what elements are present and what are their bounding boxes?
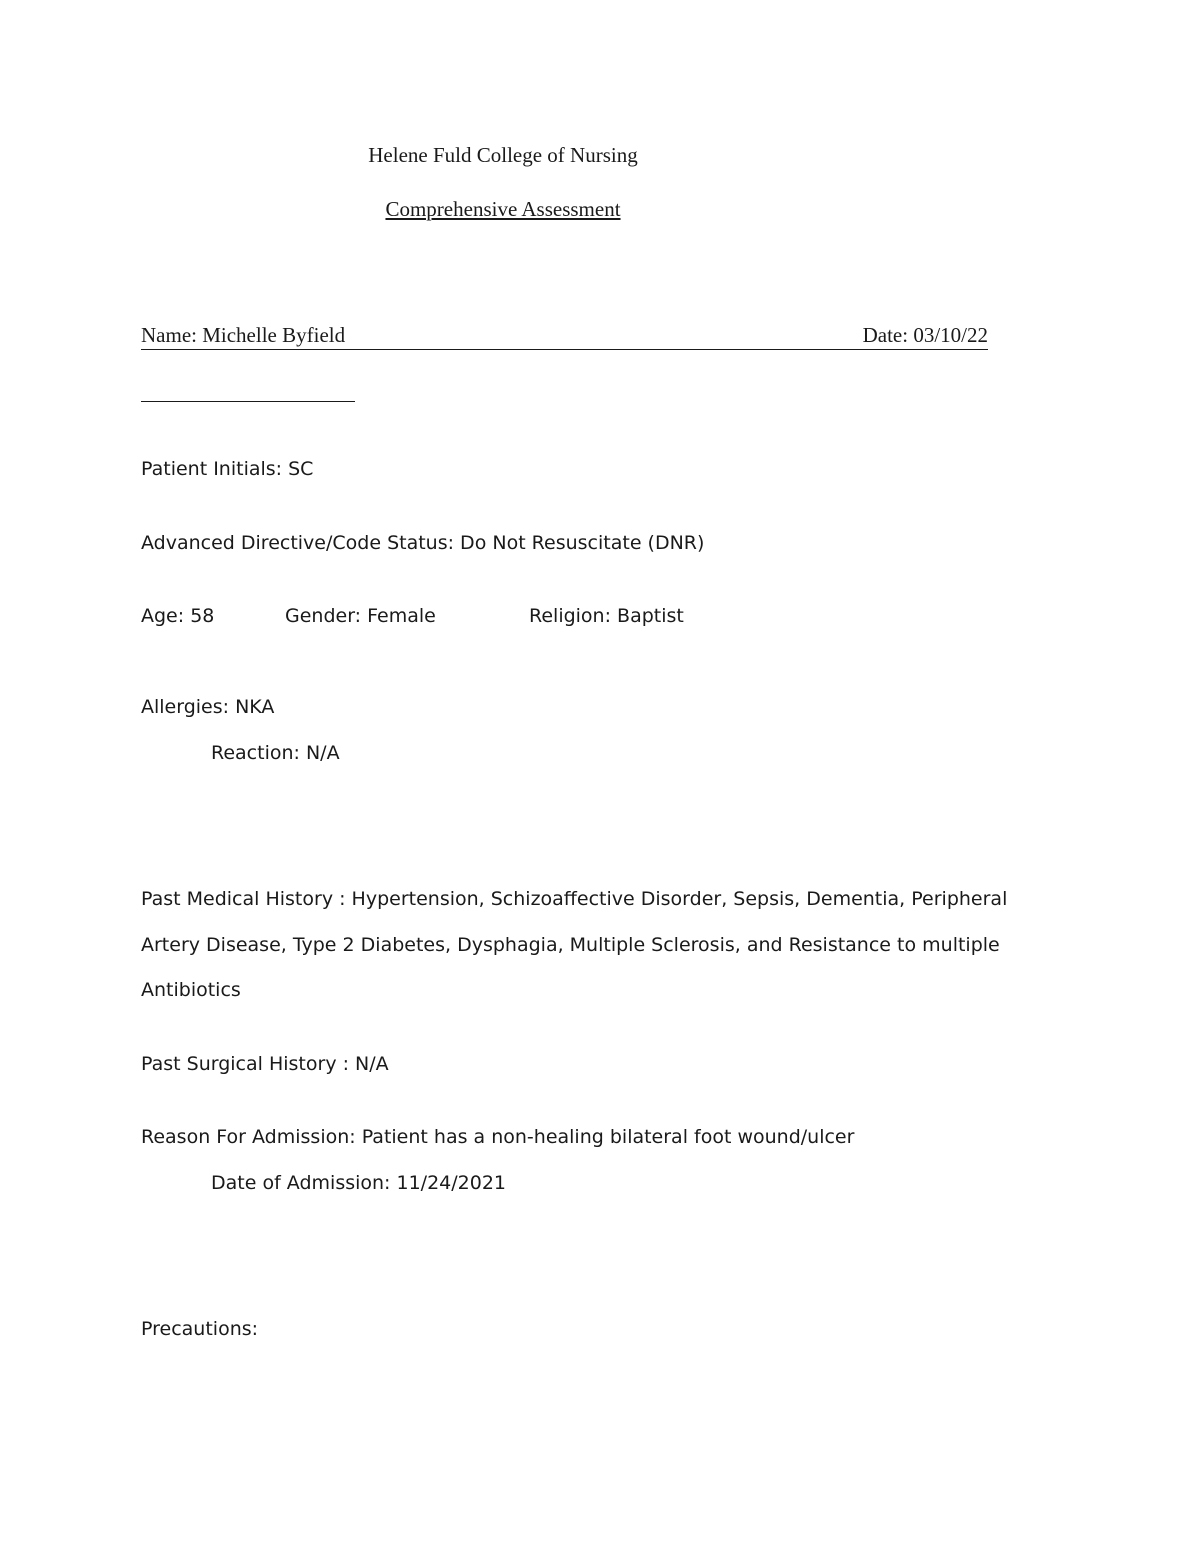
past-medical-history-line: Past Medical History : Hypertension, Schizoaffective Disorder, Sepsis, Dementia, Peripheral [141, 888, 1008, 910]
past-medical-history-line: Antibiotics [141, 979, 241, 1001]
patient-age: Age: 58 [141, 605, 215, 627]
assessment-date: Date: 03/10/22 [862, 323, 988, 347]
date-of-admission: Date of Admission: 11/24/2021 [211, 1172, 507, 1194]
patient-gender: Gender: Female [285, 605, 436, 627]
student-name: Name: Michelle Byfield [141, 323, 346, 347]
precautions: Precautions: [141, 1318, 259, 1340]
name-date-line [141, 323, 988, 350]
signature-line [141, 401, 355, 402]
past-surgical-history: Past Surgical History : N/A [141, 1053, 389, 1075]
patient-initials: Patient Initials: SC [141, 458, 314, 480]
past-medical-history-line: Artery Disease, Type 2 Diabetes, Dysphagia, Multiple Sclerosis, and Resistance to multiple [141, 934, 1000, 956]
institution-title: Helene Fuld College of Nursing [368, 143, 638, 167]
code-status: Advanced Directive/Code Status: Do Not Resuscitate (DNR) [141, 532, 705, 554]
document-title: Comprehensive Assessment [385, 197, 621, 221]
patient-allergies: Allergies: NKA [141, 696, 275, 718]
allergy-reaction: Reaction: N/A [211, 742, 340, 764]
patient-religion: Religion: Baptist [529, 605, 684, 627]
reason-for-admission: Reason For Admission: Patient has a non-healing bilateral foot wound/ulcer [141, 1126, 855, 1148]
